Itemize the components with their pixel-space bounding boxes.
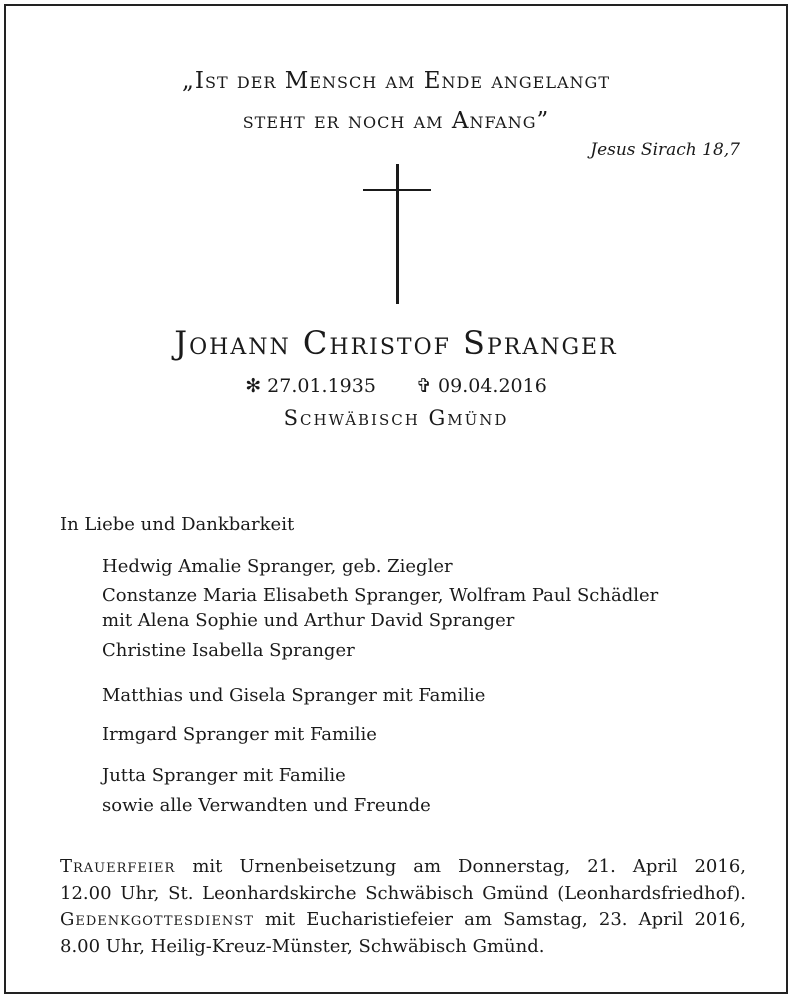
mourner-line: Jutta Spranger mit Familie <box>102 765 346 786</box>
mourner-line: Constanze Maria Elisabeth Spranger, Wolfram Paul Schädler <box>102 585 659 606</box>
deceased-name: Johann Christof Spranger <box>174 324 618 362</box>
birth-date: 27.01.1935 <box>267 375 376 397</box>
obituary-frame <box>4 4 788 994</box>
quote-source: Jesus Sirach 18,7 <box>590 140 740 160</box>
life-dates <box>6 375 786 397</box>
mourner-line: Matthias und Gisela Spranger mit Familie <box>102 685 486 706</box>
gottesdienst-line-1: Gedenkgottesdienst mit Eucharistiefeier am Samstag, 23. April 2016, <box>60 909 746 930</box>
quote-line-1: „Ist der Mensch am Ende angelangt <box>181 68 610 94</box>
place: Schwäbisch Gmünd <box>283 406 509 430</box>
mourner-line: mit Alena Sophie und Arthur David Spranger <box>102 610 515 631</box>
mourner-line: Hedwig Amalie Spranger, geb. Ziegler <box>102 556 453 577</box>
mourner-line: sowie alle Verwandten und Freunde <box>102 795 431 816</box>
trauerfeier-line-1: Trauerfeier mit Urnenbeisetzung am Donnerstag, 21. April 2016, <box>60 856 746 877</box>
death-date: 09.04.2016 <box>438 375 547 397</box>
gottesdienst-label: Gedenkgottesdienst <box>60 909 254 930</box>
mourner-line: Christine Isabella Spranger <box>102 640 355 661</box>
mourners-intro: In Liebe und Dankbarkeit <box>60 514 295 535</box>
quote-line-2: steht er noch am Anfang” <box>242 108 550 134</box>
trauerfeier-label: Trauerfeier <box>60 856 176 877</box>
trauerfeier-line-2: 12.00 Uhr, St. Leonhardskirche Schwäbisch Gmünd (Leonhardsfriedhof). <box>60 883 746 904</box>
death-cross-icon: ✞ <box>416 375 432 397</box>
gottesdienst-line-2: 8.00 Uhr, Heilig-Kreuz-Münster, Schwäbisch Gmünd. <box>60 936 545 957</box>
birth-star-icon: ✻ <box>245 375 262 397</box>
mourner-line: Irmgard Spranger mit Familie <box>102 724 377 745</box>
